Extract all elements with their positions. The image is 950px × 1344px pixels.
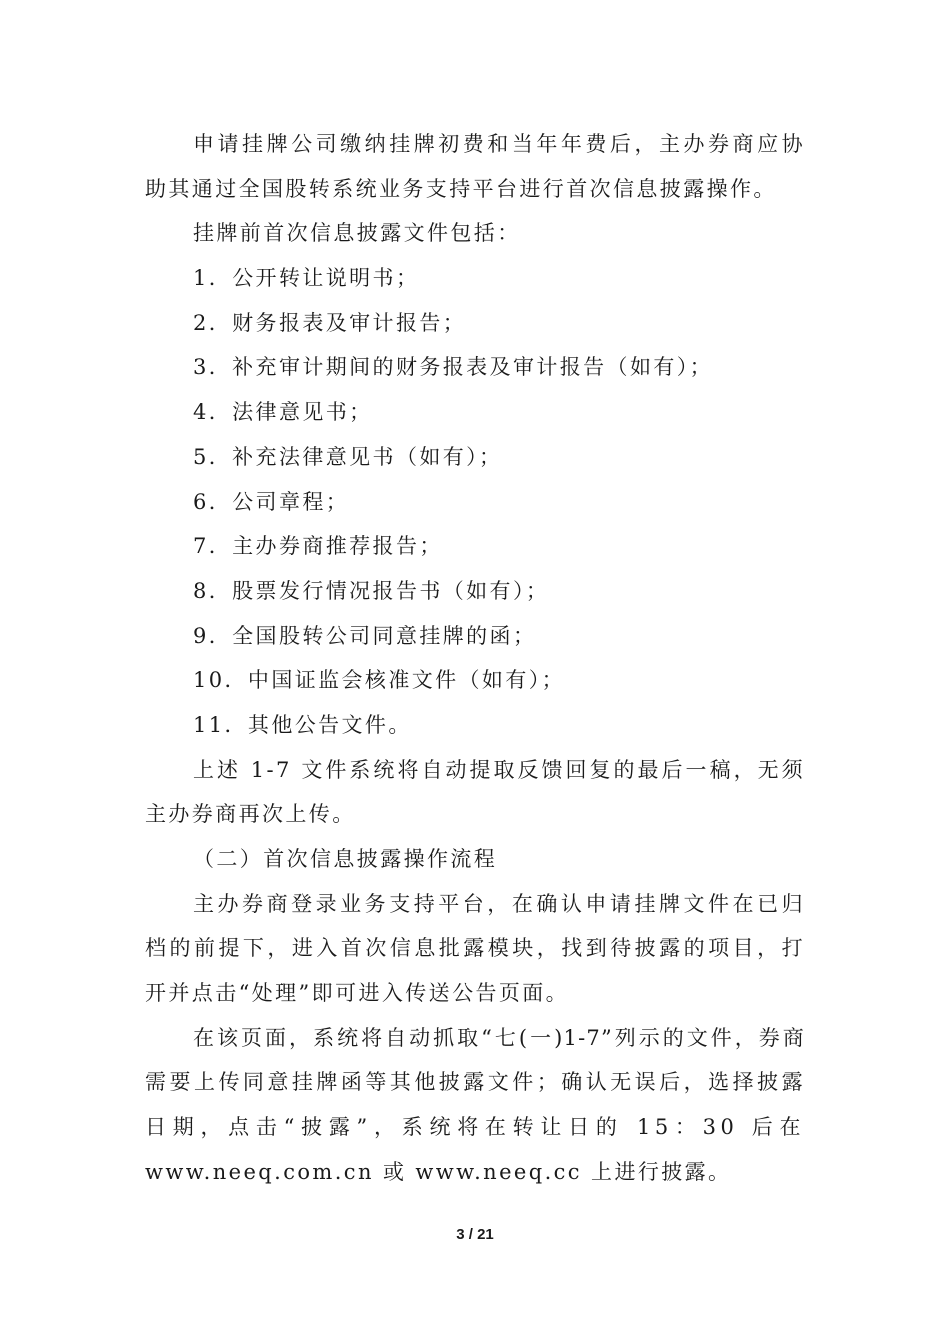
list-item: 5．补充法律意见书（如有）； [193,444,503,469]
document-body [145,122,805,1195]
list-item: 7．主办券商推荐报告； [193,534,443,559]
page-number: 3 / 21 [456,1226,494,1243]
paragraph-line: 开并点击“处理”即可进入传送公告页面。 [145,981,570,1006]
list-item: 9．全国股转公司同意挂牌的函； [193,623,537,648]
list-item: 8．股票发行情况报告书（如有）； [193,578,550,603]
paragraph-line: 上述 1-7 文件系统将自动提取反馈回复的最后一稿，无须 [193,757,805,782]
paragraph-line: 主办券商再次上传。 [145,802,356,827]
paragraph-line: 需要上传同意挂牌函等其他披露文件；确认无误后，选择披露 [145,1070,805,1095]
section-heading: （二）首次信息披露操作流程 [193,847,498,871]
list-item: 6．公司章程； [193,489,350,514]
paragraph-line: 日期，点击“披露”，系统将在转让日的 15：30 后在 [145,1115,805,1140]
list-item: 4．法律意见书； [193,400,373,425]
paragraph-line: 申请挂牌公司缴纳挂牌初费和当年年费后，主办券商应协 [193,132,805,156]
list-item: 1．公开转让说明书； [193,266,420,291]
list-item: 3．补充审计期间的财务报表及审计报告（如有）； [193,355,714,380]
paragraph-line: 在该页面，系统将自动抓取“七(一)1-7”列示的文件，券商 [193,1025,805,1050]
paragraph-line: 主办券商登录业务支持平台，在确认申请挂牌文件在已归 [193,891,805,916]
list-item: 10．中国证监会核准文件（如有）； [193,668,566,693]
paragraph-line: www.neeq.com.cn 或 www.neeq.cc 上进行披露。 [145,1159,732,1184]
list-item: 2．财务报表及审计报告； [193,310,467,335]
list-item: 11．其他公告文件。 [193,712,412,737]
paragraph-line: 档的前提下，进入首次信息批露模块，找到待披露的项目，打 [145,936,805,961]
paragraph-line: 挂牌前首次信息披露文件包括： [193,221,521,246]
paragraph-line: 助其通过全国股转系统业务支持平台进行首次信息披露操作。 [145,176,777,201]
